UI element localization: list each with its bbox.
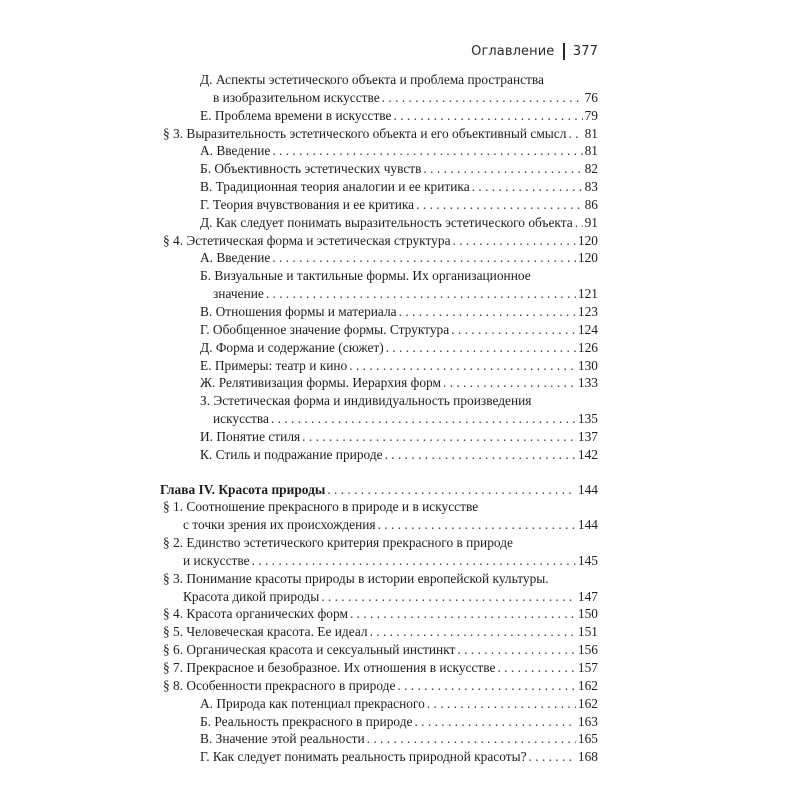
toc-entry-title: Г. Теория вчувствования и ее критика (200, 196, 415, 212)
toc-page-number: 162 (577, 695, 598, 711)
dot-leader (385, 446, 576, 464)
toc-entry-title: Б. Визуальные и тактильные формы. Их организационное (200, 268, 531, 284)
toc-entry-title: Ж. Релятивизация формы. Иерархия форм (200, 375, 442, 391)
toc-entry-title: Д. Форма и содержание (сюжет) (200, 339, 384, 355)
toc-entry-title: с точки зрения их происхождения (183, 517, 376, 533)
toc-subsection-entry[interactable] (160, 730, 598, 748)
toc-page-number: 142 (577, 446, 598, 462)
toc-page-number: 168 (577, 749, 598, 765)
dot-leader (443, 374, 576, 392)
dot-leader (271, 410, 576, 428)
toc-subsection-entry[interactable] (160, 107, 598, 125)
dot-leader (350, 605, 576, 623)
toc-page-number: 165 (577, 731, 598, 747)
dot-leader (568, 125, 582, 143)
header-section-title: Оглавление (471, 44, 555, 59)
toc-page-number: 76 (584, 89, 598, 105)
toc-page-number: 151 (577, 624, 598, 640)
toc-section-entry[interactable] (160, 570, 598, 606)
toc-subsection-entry[interactable] (160, 214, 598, 232)
toc-entry-title: З. Эстетическая форма и индивидуальность произведения (200, 393, 532, 409)
toc-page-number: 135 (577, 411, 598, 427)
toc-entry-title: Б. Реальность прекрасного в природе (200, 713, 413, 729)
toc-page-number: 83 (584, 179, 598, 195)
toc-page-number: 81 (584, 143, 598, 159)
dot-leader (427, 695, 576, 713)
toc-entry-title: § 5. Человеческая красота. Ее идеал (163, 624, 368, 640)
dot-leader (266, 285, 576, 303)
dot-leader (302, 428, 576, 446)
toc-page-number: 133 (577, 375, 598, 391)
dot-leader (378, 516, 576, 534)
dot-leader (397, 677, 575, 695)
dot-leader (497, 659, 575, 677)
toc-page-number: 144 (577, 517, 598, 533)
toc-subsection-entry[interactable] (160, 357, 598, 375)
toc-entry-title: Е. Проблема времени в искусстве (200, 107, 392, 123)
toc-page-number: 147 (577, 588, 598, 604)
toc-entry-title: значение (213, 286, 264, 302)
toc-entry-title: § 2. Единство эстетического критерия прекрасного в природе (163, 535, 513, 551)
dot-leader (386, 339, 576, 357)
toc-subsection-entry[interactable] (160, 428, 598, 446)
toc-entry-title: § 3. Понимание красоты природы в истории европейской культуры. (163, 570, 549, 586)
toc-subsection-entry[interactable] (160, 339, 598, 357)
toc-entry-title: Д. Аспекты эстетического объекта и проблема пространства (200, 72, 544, 87)
toc-section-entry[interactable] (160, 677, 598, 695)
toc-page-number: 156 (577, 642, 598, 658)
toc-page-number: 124 (577, 321, 598, 337)
toc-entry-title: § 6. Органическая красота и сексуальный инстинкт (163, 642, 456, 658)
dot-leader (327, 481, 576, 499)
toc-entry-title: § 1. Соотношение прекрасного в природе и в искусстве (163, 499, 479, 515)
toc-entry-title: искусства (213, 411, 269, 427)
dot-leader (394, 107, 583, 125)
toc-entry-title: Красота дикой природы (183, 588, 320, 604)
section-gap (160, 464, 598, 481)
toc-entry-title: В. Значение этой реальности (200, 731, 365, 747)
toc-subsection-entry[interactable] (160, 303, 598, 321)
dot-leader (472, 178, 583, 196)
toc-page-number: 163 (577, 713, 598, 729)
toc-page-number: 86 (584, 196, 598, 212)
toc-entry-title: А. Введение (200, 250, 271, 266)
toc-entry-title: Г. Как следует понимать реальность природной красоты? (200, 749, 527, 765)
toc-entry-title: А. Природа как потенциал прекрасного (200, 695, 425, 711)
toc-page-number: 81 (584, 125, 598, 141)
toc-page-number: 137 (577, 428, 598, 444)
toc-entry-title: § 4. Красота органических форм (163, 606, 348, 622)
dot-leader (414, 713, 575, 731)
toc-subsection-entry[interactable] (160, 71, 598, 107)
toc-chapter-entry[interactable] (160, 481, 598, 499)
header-page-number: 377 (572, 44, 598, 59)
dot-leader (457, 641, 576, 659)
toc-subsection-entry[interactable] (160, 160, 598, 178)
toc-section-entry[interactable] (160, 498, 598, 534)
toc-page-number: 150 (577, 606, 598, 622)
toc-entry-title: Е. Примеры: театр и кино (200, 357, 348, 373)
toc-entry-title: § 7. Прекрасное и безобразное. Их отношения в искусстве (163, 660, 496, 675)
toc-section-entry[interactable] (160, 232, 598, 250)
toc-page-number: 145 (577, 552, 598, 568)
toc-entry-title: А. Введение (200, 143, 271, 159)
toc-page-number: 121 (577, 286, 598, 302)
toc-subsection-entry[interactable] (160, 748, 598, 766)
toc-subsection-entry[interactable] (160, 142, 598, 160)
dot-leader (382, 89, 583, 107)
toc-subsection-entry[interactable] (160, 178, 598, 196)
toc-entry-title: Д. Как следует понимать выразительность эстетического объекта (200, 214, 573, 230)
toc-entry-title: § 8. Особенности прекрасного в природе (163, 677, 396, 693)
toc-entry-title: В. Отношения формы и материала (200, 303, 397, 319)
toc-subsection-entry[interactable] (160, 446, 598, 464)
dot-leader (349, 357, 576, 375)
dot-leader (367, 730, 576, 748)
toc-subsection-entry[interactable] (160, 249, 598, 267)
toc-subsection-entry[interactable] (160, 713, 598, 731)
table-of-contents (160, 71, 598, 766)
toc-subsection-entry[interactable] (160, 267, 598, 303)
toc-section-entry[interactable] (160, 125, 598, 143)
toc-subsection-entry[interactable] (160, 695, 598, 713)
toc-page-number: 157 (577, 660, 598, 675)
toc-page-number: 130 (577, 357, 598, 373)
running-header (471, 43, 598, 60)
toc-entry-title: и искусстве (183, 552, 250, 568)
header-divider (563, 43, 565, 60)
dot-leader (575, 214, 583, 232)
dot-leader (451, 321, 576, 339)
dot-leader (529, 748, 576, 766)
toc-section-entry[interactable] (160, 605, 598, 623)
toc-page-number: 162 (577, 677, 598, 693)
dot-leader (423, 160, 582, 178)
toc-subsection-entry[interactable] (160, 392, 598, 428)
toc-page-number: 82 (584, 161, 598, 177)
toc-subsection-entry[interactable] (160, 196, 598, 214)
toc-entry-title: К. Стиль и подражание природе (200, 446, 383, 462)
toc-section-entry[interactable] (160, 659, 598, 677)
dot-leader (370, 623, 576, 641)
dot-leader (272, 142, 582, 160)
toc-entry-title: Глава IV. Красота природы (160, 481, 326, 497)
toc-subsection-entry[interactable] (160, 374, 598, 392)
dot-leader (399, 303, 576, 321)
toc-page-number: 144 (577, 481, 598, 497)
toc-section-entry[interactable] (160, 623, 598, 641)
toc-page-number: 120 (577, 250, 598, 266)
toc-entry-title: § 4. Эстетическая форма и эстетическая структура (163, 232, 451, 248)
toc-entry-title: в изобразительном искусстве (213, 89, 380, 105)
toc-entry-title: Г. Обобщенное значение формы. Структура (200, 321, 450, 337)
toc-page-number: 126 (577, 339, 598, 355)
toc-page-number: 120 (577, 232, 598, 248)
toc-entry-title: § 3. Выразительность эстетического объекта и его объективный смысл (163, 125, 567, 141)
toc-page-number: 91 (584, 214, 598, 230)
dot-leader (453, 232, 576, 250)
dot-leader (321, 588, 576, 606)
toc-subsection-entry[interactable] (160, 321, 598, 339)
toc-section-entry[interactable] (160, 534, 598, 570)
toc-page-number: 79 (584, 107, 598, 123)
toc-entry-title: Б. Объективность эстетических чувств (200, 161, 422, 177)
toc-entry-title: И. Понятие стиля (200, 428, 301, 444)
toc-entry-title: В. Традиционная теория аналогии и ее критика (200, 179, 470, 195)
dot-leader (272, 249, 576, 267)
toc-page-number: 123 (577, 303, 598, 319)
dot-leader (416, 196, 582, 214)
toc-section-entry[interactable] (160, 641, 598, 659)
dot-leader (252, 552, 576, 570)
